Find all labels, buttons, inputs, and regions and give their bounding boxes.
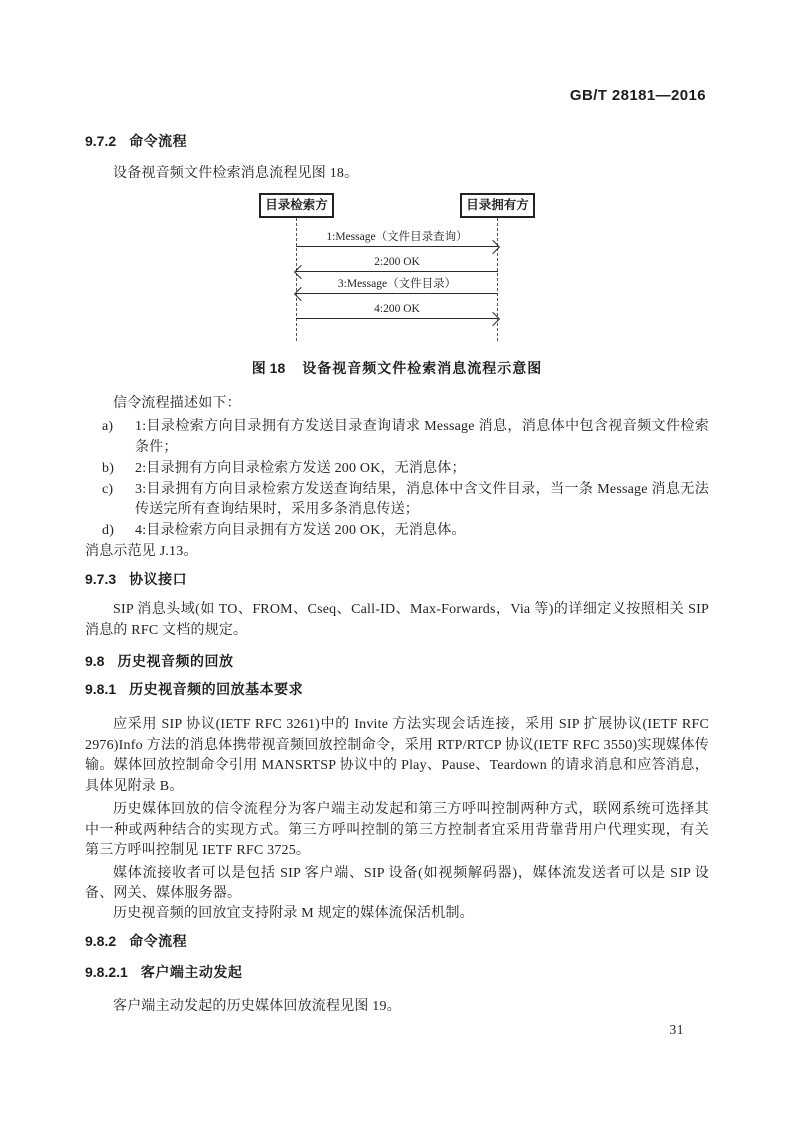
actor-box-catalog-searcher: 目录检索方 xyxy=(259,193,334,218)
list-item-c xyxy=(85,480,709,521)
list-marker-b: b) xyxy=(102,460,115,476)
list-text-a: 1:目录检索方向目录拥有方发送目录查询请求 Message 消息，消息体中包含视音频文件检索条件； xyxy=(135,419,709,455)
figure-caption-title: 设备视音频文件检索消息流程示意图 xyxy=(302,359,543,376)
section-heading-9-8-2-1 xyxy=(85,963,709,981)
sequence-message-1 xyxy=(296,230,498,247)
paragraph-playback-requirements-4: 历史视音频的回放宜支持附录 M 规定的媒体流保活机制。 xyxy=(113,906,474,922)
message-3-label: 3:Message（文件目录） xyxy=(337,277,457,290)
figure-caption-number: 图 18 xyxy=(251,359,286,376)
section-title: 历史视音频的回放 xyxy=(117,653,234,669)
section-number: 9.8.2.1 xyxy=(85,963,128,980)
section-title: 历史视音频的回放基本要求 xyxy=(129,681,304,697)
page-content xyxy=(85,0,709,1017)
section-title: 命令流程 xyxy=(129,932,188,949)
message-1-arrow xyxy=(296,246,498,247)
list-text-c: 3:目录拥有方向目录检索方发送查询结果，消息体中含文件目录，当一条 Message 消息无法传送完所有查询结果时，采用多条消息传送； xyxy=(135,481,709,517)
message-1-label: 1:Message（文件目录查询） xyxy=(326,230,468,243)
paragraph-playback-requirements-3: 媒体流接收者可以是包括 SIP 客户端、SIP 设备(如视频解码器)，媒体流发送者可以是 SIP 设备、网关、媒体服务器。 xyxy=(85,865,709,901)
message-2-arrow xyxy=(296,271,498,272)
paragraph-client-initiated-intro: 客户端主动发起的历史媒体回放流程见图 19。 xyxy=(113,998,401,1014)
list-item-b xyxy=(85,459,709,480)
actor-box-catalog-owner: 目录拥有方 xyxy=(460,193,535,218)
section-number: 9.7.3 xyxy=(85,571,117,587)
section-number: 9.8 xyxy=(85,653,105,669)
section-heading-9-7-3 xyxy=(85,570,709,588)
paragraph-playback-requirements-2: 历史媒体回放的信令流程分为客户端主动发起和第三方呼叫控制两种方式，联网系统可选择其中一种或两种结合的实现方式。第三方呼叫控制的第三方控制者宜采用背靠背用户代理实现，有关第三方呼叫控制见 IETF RFC 3725。 xyxy=(85,802,709,859)
message-2-label: 2:200 OK xyxy=(374,255,420,268)
section-heading-9-8-1 xyxy=(85,680,709,698)
section-heading-9-8-2 xyxy=(85,932,709,950)
section-title: 协议接口 xyxy=(129,571,188,587)
page-number: 31 xyxy=(669,1022,684,1037)
paragraph-message-example-note: 消息示范见 J.13。 xyxy=(85,544,198,559)
section-number: 9.8.1 xyxy=(85,681,117,697)
section-number: 9.7.2 xyxy=(85,133,117,149)
section-title: 客户端主动发起 xyxy=(140,963,243,980)
standard-number-header: GB/T 28181—2016 xyxy=(569,87,706,104)
paragraph-signaling-intro: 信令流程描述如下： xyxy=(113,395,241,411)
message-4-arrow xyxy=(296,318,498,319)
sequence-message-2 xyxy=(296,255,498,272)
list-marker-d: d) xyxy=(102,523,115,538)
section-number: 9.8.2 xyxy=(85,932,117,949)
sequence-message-4 xyxy=(296,302,498,319)
section-title: 命令流程 xyxy=(129,133,188,149)
sequence-message-3 xyxy=(296,277,498,294)
list-marker-c: c) xyxy=(102,481,114,497)
paragraph-sip-headers: SIP 消息头域(如 TO、FROM、Cseq、Call-ID、Max-Forwards，Via 等)的详细定义按照相关 SIP 消息的 RFC 文档的规定。 xyxy=(85,602,709,638)
paragraph-figure18-intro: 设备视音频文件检索消息流程见图 18。 xyxy=(113,166,359,181)
section-heading-9-8 xyxy=(85,652,709,670)
list-item-a xyxy=(85,417,709,458)
list-text-b: 2:目录拥有方向目录检索方发送 200 OK，无消息体； xyxy=(135,460,466,476)
list-text-d: 4:目录检索方向目录拥有方发送 200 OK，无消息体。 xyxy=(135,523,466,538)
signaling-steps-list xyxy=(85,417,709,542)
message-4-label: 4:200 OK xyxy=(374,302,420,315)
list-item-d xyxy=(85,521,709,542)
figure-18-caption xyxy=(85,359,709,378)
message-3-arrow xyxy=(296,293,498,294)
list-marker-a: a) xyxy=(102,419,114,434)
section-heading-9-7-2 xyxy=(85,132,709,150)
paragraph-playback-requirements-1: 应采用 SIP 协议(IETF RFC 3261)中的 Invite 方法实现会话连接，采用 SIP 扩展协议(IETF RFC 2976)Info 方法的消息体携带视音频回放控制命令，采用 RTP/RTCP 协议(IETF RFC 3550)实现媒体传输。媒体回放控制命令引用 MANSRTSP 协议中的 Play、Pause、Teardown 的请求消息和应答消息，具体见附录 B。 xyxy=(85,717,709,794)
figure-18-sequence-diagram xyxy=(259,193,535,343)
